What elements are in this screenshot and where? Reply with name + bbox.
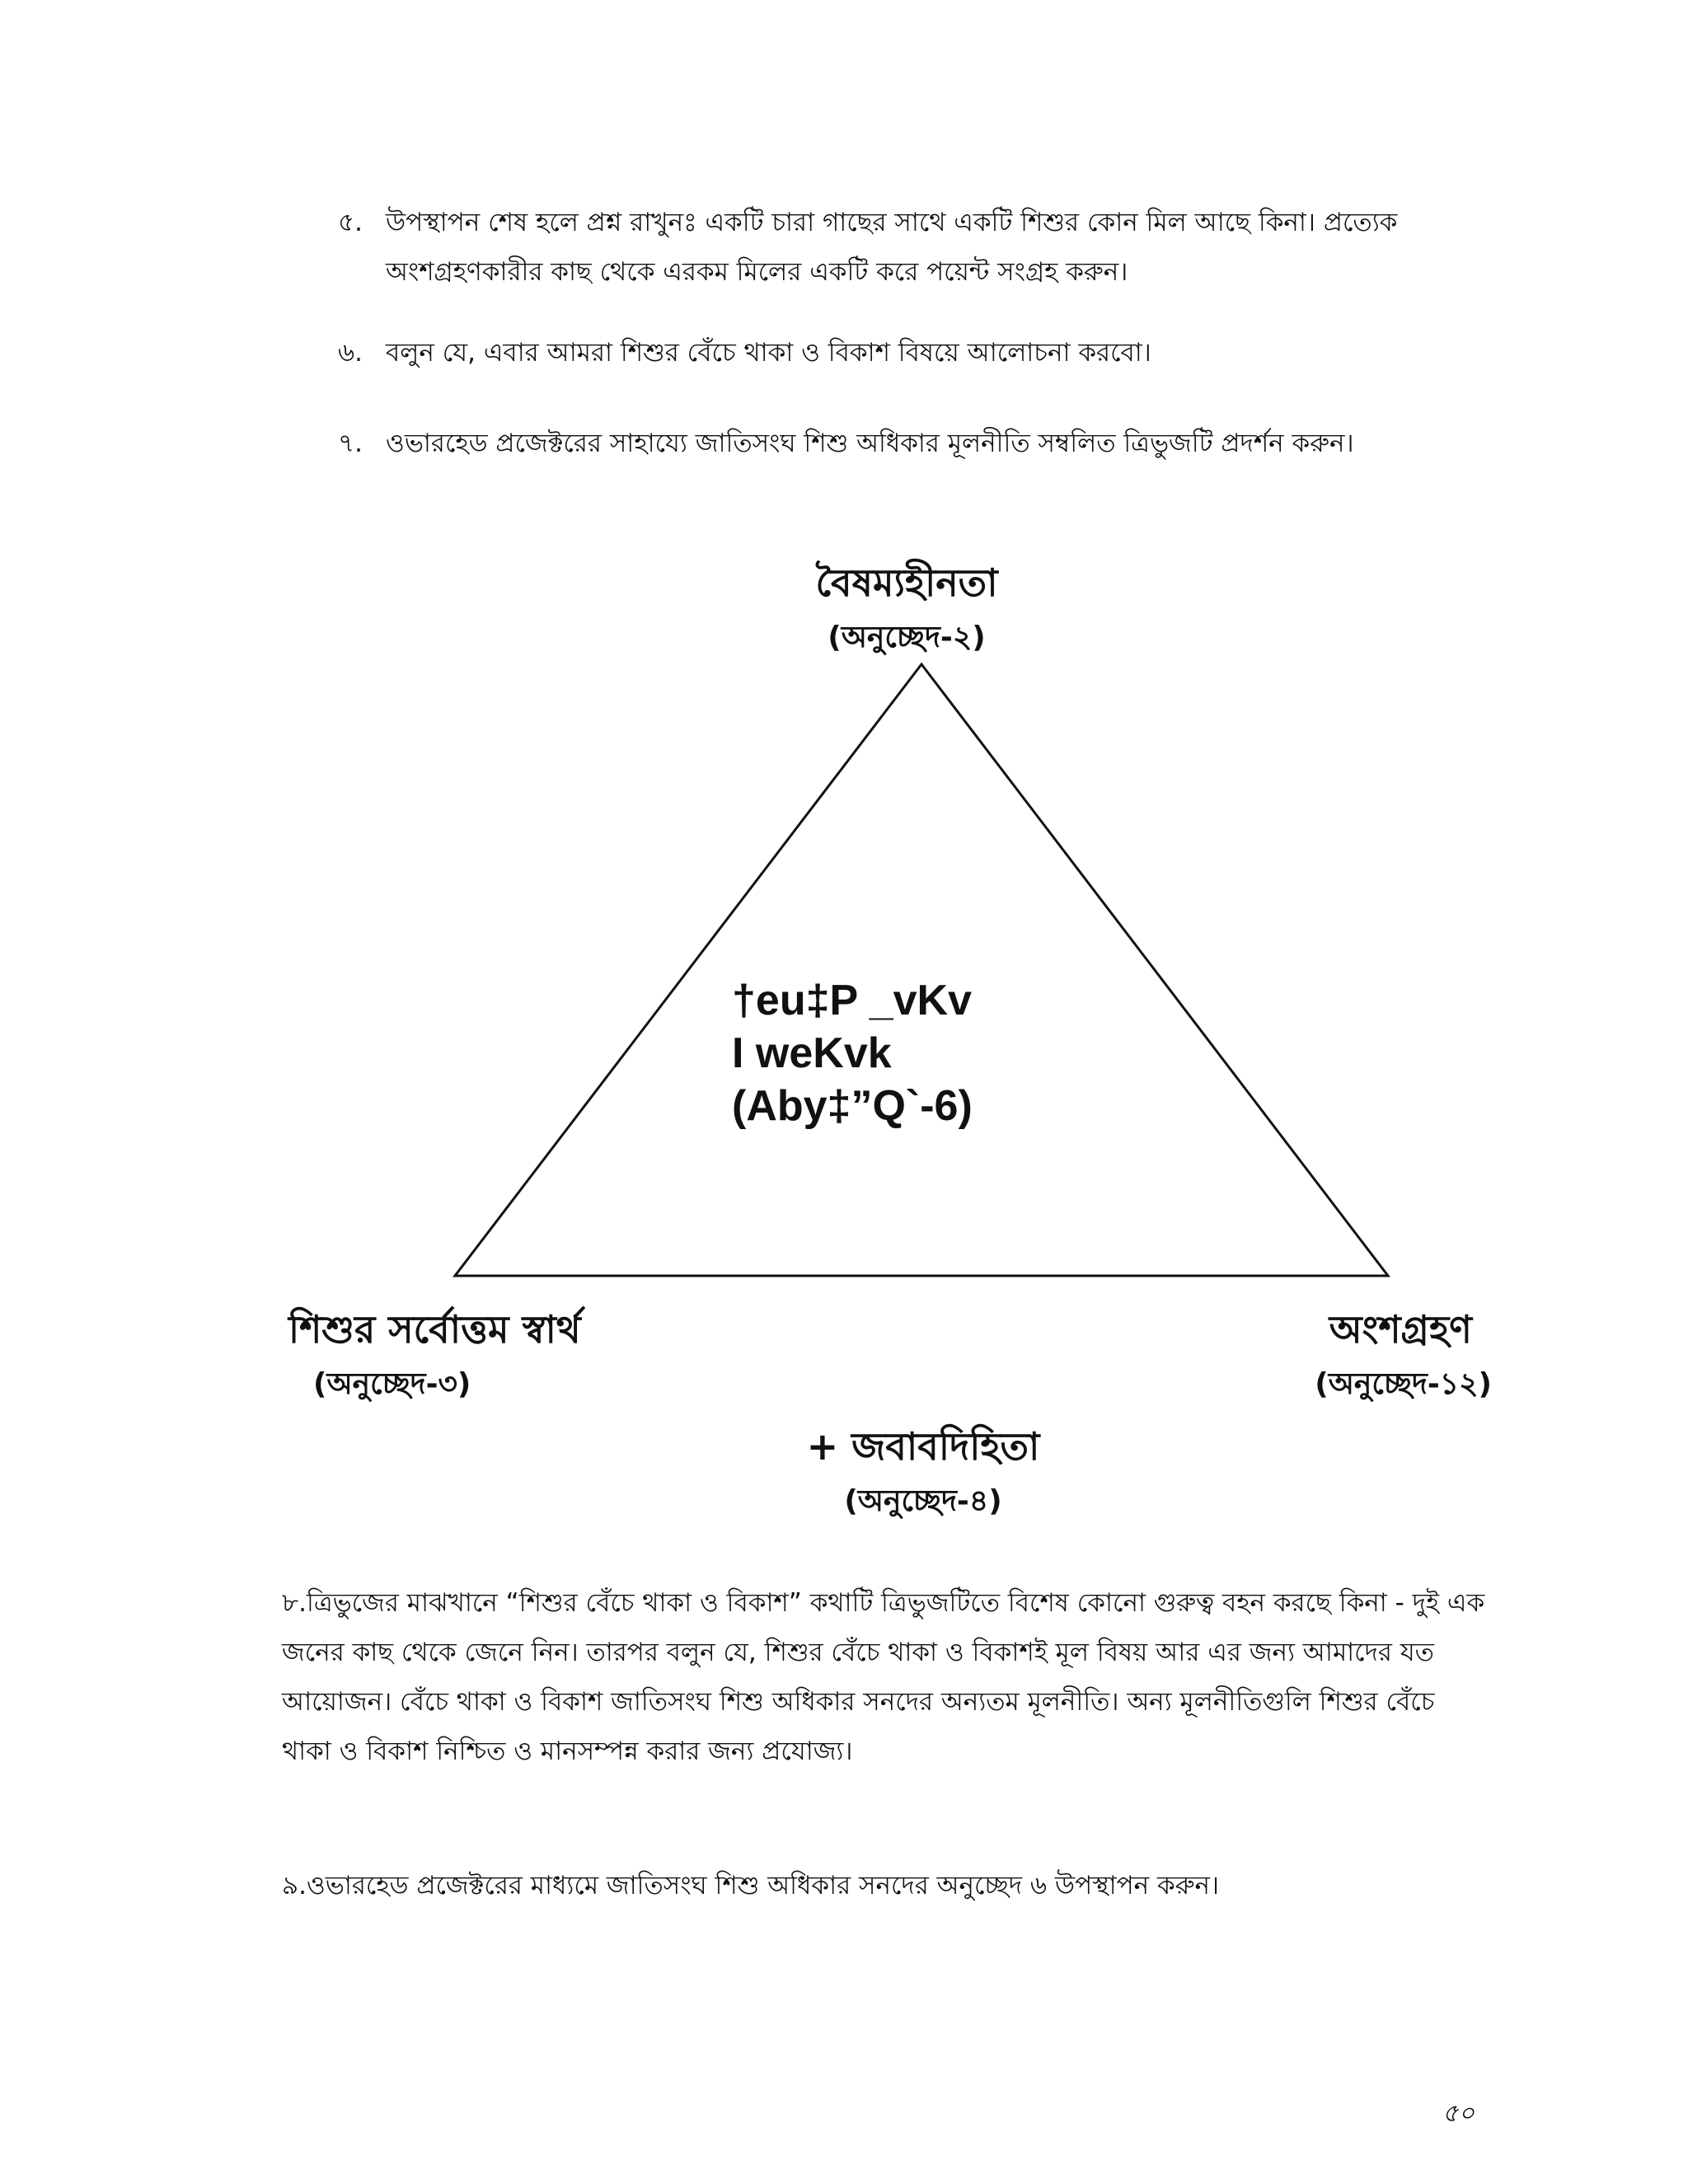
accountability-article: (অনুচ্ছেদ-৪)	[844, 1484, 1002, 1518]
step-number: ৭.	[338, 429, 363, 458]
best-interest-article: (অনুচ্ছেদ-৩)	[313, 1367, 471, 1401]
accountability-title: + জবাবদিহিতা	[806, 1424, 1040, 1469]
bottom-center-label	[742, 1418, 1104, 1528]
bottom-left-vertex-label	[288, 1301, 676, 1411]
page-number: ৫০	[1442, 2099, 1475, 2128]
participation-article: (অনুচ্ছেদ-১২)	[1315, 1367, 1492, 1401]
paragraph-8: ৮.ত্রিভুজের মাঝখানে “শিশুর বেঁচে থাকা ও বিকাশ” কথাটি ত্রিভুজটিতে বিশেষ কোনো গুরুত্ব বহন করছে কিনা - দুই এক জনের কাছ থেকে জেনে নিন। তারপর বলুন যে, শিশুর বেঁচে থাকা ও বিকাশই মূল বিষয় আর এর জন্য আমাদের যত আয়োজন। বেঁচে থাকা ও বিকাশ জাতিসংঘ শিশু অধিকার সনদের অন্যতম মূলনীতি। অন্য মূলনীতিগুলি শিশুর বেঁচে থাকা ও বিকাশ নিশ্চিত ও মানসম্পন্ন করার জন্য প্রযোজ্য।	[282, 1588, 1485, 1766]
center-line-2: I weKvk	[732, 1029, 892, 1077]
step-text: ওভারহেড প্রজেক্টরের সাহায্যে জাতিসংঘ শিশু অধিকার মূলনীতি সম্বলিত ত্রিভুজটি প্রদর্শন করুন।	[386, 429, 1354, 458]
best-interest-title: শিশুর সর্বোত্তম স্বার্থ	[288, 1307, 581, 1352]
triangle-shape	[455, 664, 1388, 1276]
center-line-1: †eu‡P _vKv	[732, 977, 973, 1024]
non-discrimination-title: বৈষম্যহীনতা	[815, 560, 998, 605]
step-text: বলুন যে, এবার আমরা শিশুর বেঁচে থাকা ও বিকাশ বিষয়ে আলোচনা করবো।	[386, 338, 1151, 368]
non-discrimination-article: (অনুচ্ছেদ-২)	[828, 621, 986, 654]
top-vertex-label	[742, 554, 1071, 664]
triangle-center-text	[732, 974, 973, 1132]
step-number: ৫.	[338, 208, 363, 237]
paragraph-9: ৯.ওভারহেড প্রজেক্টরের মাধ্যমে জাতিসংঘ শিশু অধিকার সনদের অনুচ্ছেদ ৬ উপস্থাপন করুন।	[282, 1871, 1220, 1900]
center-line-3: (Aby‡”Q`-6)	[732, 1082, 973, 1130]
participation-title: অংশগ্রহণ	[1329, 1307, 1472, 1352]
step-number: ৬.	[338, 338, 363, 368]
bottom-right-vertex-label	[1236, 1301, 1492, 1411]
step-text: উপস্থাপন শেষ হলে প্রশ্ন রাখুনঃ একটি চারা গাছের সাথে একটি শিশুর কোন মিল আছে কিনা। প্রত্যেক অংশগ্রহণকারীর কাছ থেকে এরকম মিলের একটি করে পয়েন্ট সংগ্রহ করুন।	[386, 208, 1398, 287]
